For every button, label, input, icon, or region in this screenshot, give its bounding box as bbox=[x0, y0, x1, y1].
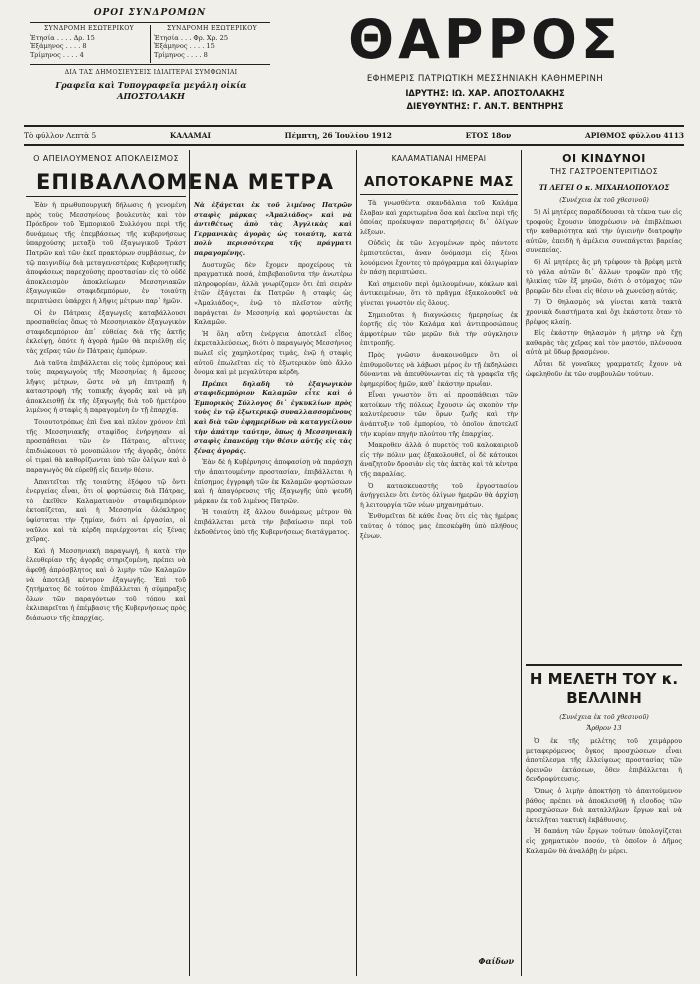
paragraph: Τοιουτοτρόπως ἐπὶ ἕνα καὶ πλέον χρόνον ἐπὶ τῆς Μεσσηνιακῆς σταφίδος ἐνήργησαν αἱ προσπάθειαι τῶν ἐν Πάτραις, αἵτινες ἐπιδιώκουσι τὸ μονοπώλιον τῆς ἀγορᾶς, ὁπότε οἱ τιμαὶ θὰ καθορίζωνται ὑπὸ τῶν ὀλίγων καὶ ὁ παραγωγὸς θὰ εὑρεθῇ εἰς δεινὴν θέσιν. bbox=[26, 418, 186, 475]
paragraph: Ἀπαιτεῖται τῆς τοιαύτης ἐξόφου τῷ ὄντι ἐνεργείας εἶναι, ὅτι οἱ φορτώσεις διὰ Πάτρας, τὸ ἐκεῖθεν Καλαματιανὸν σταφιδεμπόριον ἐκτοπίζεται, καὶ ἡ Μεσσηνία ὁλόκληρος ὑφίσταται τὴν ζημίαν, διότι αἱ ἐργασίαι, οἱ ναῦλοι καὶ τὰ κέρδη περιέρχονται εἰς ξένας χεῖρας. bbox=[26, 477, 186, 544]
column-rule bbox=[356, 150, 357, 976]
newspaper-subtitle: ΕΦΗΜΕΡΙΣ ΠΑΤΡΙΩΤΙΚΗ ΜΕΣΣΗΝΙΑΚΗ ΚΑΘΗΜΕΡΙΝΗ bbox=[366, 74, 604, 84]
column-rule bbox=[189, 150, 190, 976]
divider bbox=[30, 64, 270, 65]
paragraph: Οὐδεὶς ἐκ τῶν λεγομένων πρὸς πάντοτε ἐμπιστεύεται, ἀναν ὀνόμασμι εἰς ξένοι λουόμενοι ἔχοντες τὸ πρόγραμμα καὶ ὀλιγωρίαν ἐν πάσῃ περιπτώσει. bbox=[360, 239, 518, 277]
paragraph: Ἐὰν δὲ ἡ Κυβέρνησις ἀποφασίσῃ νὰ παράσχῃ τὴν ἀπαιτουμένην προστασίαν, ἐπιβάλλεται ἡ ἐπίσημος ἐγγραφὴ τῶν ἐκ Καλαμῶν φορτώσεων καὶ ἡ ἀπαγόρευσις τῆς ἐξαγωγῆς ὑπὸ ψευδῆ μάρκαν ἐκ τοῦ λιμένος Πατρῶν. bbox=[194, 458, 352, 505]
paragraph: Πρέπει δηλαδὴ τὸ ἐξαγωγικὸν σταφιδεμπόριον Καλαμῶν εἶτε καὶ ὁ Ἐμπορικὸς Σύλλογος δι᾽ ἐγκυκλίων πρὸς τοὺς ἐν τῷ ἐξωτερικῷ συναλλασσομένους καὶ διὰ τῶν ἐφημερίδων νὰ καταγγείλουν τὴν ἀπάτην ταύτην, ὅπως ἡ Μεσσηνιακὴ σταφὶς ἐπανεύρῃ τὴν θέσιν αὐτῆς εἰς τὰς ξένας ἀγοράς. bbox=[194, 379, 352, 455]
article-body-3 bbox=[360, 199, 518, 954]
offices-note: Γραφεῖα καὶ Τυπογραφεῖα μεγάλη οἰκία ΑΠΟΣΤΟΛΑΚΗ bbox=[55, 80, 247, 101]
foreign-row: Ἐτησία . . . Φρ. Χρ. 25 bbox=[154, 33, 229, 42]
continued-note: (Συνέχεια ἐκ τοῦ χθεσινοῦ) bbox=[559, 196, 649, 204]
continued-note: (Συνέχεια ἐκ τοῦ χθεσινοῦ) bbox=[559, 713, 649, 721]
foreign-row: Τρίμηνος . . . . 8 bbox=[154, 50, 208, 59]
paragraph: Εἰς ἑκάστην θηλασμὸν ἡ μήτηρ νὰ ἔχῃ καθαρὰς τὰς χεῖρας καὶ τὸν μαστόν, πλένουσα αὐτὰ μὲ ὕδωρ βρασμένον. bbox=[526, 329, 682, 357]
paragraph: Καὶ σημειοῦν περὶ ὁμιλουμένων, κόκλων καὶ ἀντικειμένων, ὅτι τὸ πρᾶγμα ἐξακολουθεῖ νὰ γίνεται γνωστὸν εἰς ὅλους. bbox=[360, 279, 518, 307]
price-label: Τὸ φύλλον Λεπτὰ 5 bbox=[24, 130, 97, 140]
issue-label: ΑΡΙΘΜΟΣ φύλλου 4113 bbox=[585, 130, 684, 140]
paragraph: Τὰ γνωσθέντα σκανδάλαια τοῦ Καλάμα ἔλαβαν καὶ χαριτωμένα ὅσα καὶ ἐκεῖνα περὶ τῆς ὁποίας προέκυψαν παρατηρήσεις δι᾽ ὀλίγων λέξεων. bbox=[360, 199, 518, 236]
paragraph: Ἐνθυμεῖται δὲ κάθε ἕνας ὅτι εἰς τὰς ἡμέρας ταύτας ὁ τόπος μας ἐπεσκέφθη ὑπὸ πλήθους ξένων. bbox=[360, 512, 518, 540]
paragraph: 6) Αἱ μητέρες ἂς μὴ τρέφουν τὰ βρέφη μετὰ τὸ γάλα αὐτῶν δι᾽ ἄλλων τροφῶν πρὸ τῆς ἡλικίας τῶν ἓξ μηνῶν, διότι ὁ στόμαχος τῶν βρεφῶν δὲν εἶναι εἰς θέσιν νὰ χωνεύσῃ αὐτάς. bbox=[526, 257, 682, 295]
lead-paragraph: Νὰ ἐξάγεται ἐκ τοῦ λιμένος Πατρῶν σταφὶς μάρκας «Ἀμαλιάδος» καὶ νὰ ἀντιθέτως ἀπὸ τὰς Ἀγγλικὰς καὶ Γερμανικὰς ἀγορὰς ὡς τοιαύτη, κατὰ πολὺ περισσότερα τῆς πράγματι παραγομένης. bbox=[194, 201, 352, 257]
domestic-title: ΣΥΝΔΡΟΜΗ ΕΣΩΤΕΡΙΚΟΥ bbox=[43, 25, 135, 32]
city-label: ΚΑΛΑΜΑΙ bbox=[169, 130, 211, 140]
article-headline: ΕΠΙΒΑΛΛΟΜΕΝΑ ΜΕΤΡΑ bbox=[36, 170, 334, 194]
paragraph: Οἱ ἐν Πάτραις ἐξαγωγεῖς καταβάλλουσι προσπαθείας ὅπως τὸ Μεσσηνιακὸν ἐξαγωγικὸν σταφιδεμπόριον ἀπ᾽ εὐθείας διὰ τῆς ἀκτῆς ἐκλείψῃ, ὁπότε ἡ ἀγορὰ ἡμῶν θὰ περιέλθῃ εἰς τὰς χεῖρας τῶν ἐν Πάτραις ἐμπόρων. bbox=[26, 308, 186, 355]
date-label: Πέμπτη, 26 Ἰουλίου 1912 bbox=[284, 130, 392, 140]
divider bbox=[360, 194, 518, 195]
article-kicker-2: ΤΗΣ ΓΑΣΤΡΟΕΝΤΕΡΙΤΙΔΟΣ bbox=[549, 167, 659, 176]
foreign-row: Ἑξάμηνος . . . . 15 bbox=[154, 42, 215, 51]
year-label: ΕΤΟΣ 18ον bbox=[465, 130, 512, 140]
paragraph: Εἶναι γνωστὸν ὅτι αἱ προσπάθειαι τῶν κατοίκων τῆς πόλεως ἔχουσιν ὡς σκοπὸν τὴν καλυτέρευσιν τῶν ὅρων ζωῆς καὶ τὴν ἀνάπτυξιν τοῦ ἐμπορίου, τὸ ὁποῖον ἀποτελεῖ τὴν κυρίαν πηγὴν πλούτου τῆς ἐπαρχίας. bbox=[360, 391, 518, 438]
founder-line: ΙΔΡΥΤΗΣ: ΙΩ. ΧΑΡ. ΑΠΟΣΤΟΛΑΚΗΣ bbox=[405, 88, 565, 98]
ads-note: ΔΙΑ ΤΑΣ ΔΗΜΟΣΙΕΥΣΕΙΣ ΙΔΙΑΙΤΕΡΑΙ ΣΥΜΦΩΝΙΑΙ bbox=[64, 69, 238, 76]
article-kicker: ΚΑΛΑΜΑΤΙΑΝΑΙ ΗΜΕΡΑΙ bbox=[391, 154, 487, 163]
paragraph: Ἡ τοιαύτη ἐξ ἄλλου δυνάμεως μέτρον θὰ ἐπιβάλλεται μετὰ τὴν βεβαίωσιν περὶ τοῦ ἐκδοθέντος ὑπὸ τῆς Κυβερνήσεως διατάγματος. bbox=[194, 508, 352, 536]
article-signature: Φαίδων bbox=[478, 956, 514, 966]
paragraph: 5) Αἱ μητέρες παραδίδουσαι τὰ τέκνα των εἰς τροφοὺς ἔχουσιν ὑποχρέωσιν νὰ ἐπιβλέπωσι τὴν καθαριότητα καὶ τὴν ὑγιεινὴν διατροφὴν αὐτῶν, ἐπειδὴ ἡ ἀμέλεια συνεπάγεται βαρείας συνεπείας. bbox=[526, 208, 682, 255]
article-body-2 bbox=[194, 201, 352, 973]
foreign-title: ΣΥΝΔΡΟΜΗ ΕΞΩΤΕΡΙΚΟΥ bbox=[166, 25, 257, 32]
article-number: Ἄρθρον 13 bbox=[586, 724, 622, 732]
divider bbox=[150, 25, 151, 63]
article-body-1 bbox=[26, 201, 186, 973]
article-body-4 bbox=[526, 208, 682, 658]
column-rule bbox=[521, 150, 522, 976]
divider bbox=[26, 196, 186, 197]
newspaper-title: ΘΑΡΡΟΣ bbox=[348, 8, 622, 71]
paragraph: Ὁ κατασκευαστὴς τοῦ ἐργοστασίου ἀνήγγειλεν ὅτι ἐντὸς ὀλίγων ἡμερῶν θὰ ἀρχίσῃ ἡ λειτουργία τῶν νέων μηχανημάτων. bbox=[360, 481, 518, 509]
paragraph: Ἡ δαπάνη τῶν ἔργων τούτων ὑπολογίζεται εἰς χρηματικὸν ποσόν, τὸ ὁποῖον ὁ Δῆμος Καλαμῶν θὰ ἀναλάβῃ ἐν μέρει. bbox=[526, 827, 682, 855]
article-kicker: ΟΙ ΚΙΝΔΥΝΟΙ bbox=[562, 152, 646, 165]
divider bbox=[30, 22, 270, 23]
paragraph: Καὶ ἡ Μεσσηνιακὴ παραγωγή, ἡ κατὰ τὴν ἐλευθερίαν τῆς ἀγορᾶς στηριζομένη, πρέπει νὰ ἀφεθῇ ἀπρόσβλητος καὶ ὁ λιμὴν τῶν Καλαμῶν νὰ ἀποτελῇ κέντρον ἐξαγωγῆς. Ἐπὶ τοῦ ζητήματος δὲ τούτου ἐπιβάλλεται ἡ σύμπραξις ὅλων τῶν παραγόντων τοῦ τόπου καὶ ἐκλιπαρεῖται ἡ ἐπέμβασις τῆς Κυβερνήσεως πρὸς διάσωσιν τῆς ἐπαρχίας. bbox=[26, 546, 186, 622]
paragraph: Αὗται δὲ γυναῖκες γραμματεῖς ἔχουν νὰ ὠφεληθοῦν ἐκ τῶν συμβουλῶν τούτων. bbox=[526, 359, 682, 378]
article-body-5 bbox=[526, 737, 682, 975]
article-headline: Η ΜΕΛΕΤΗ ΤΟΥ κ. ΒΕΛΛΙΝΗ bbox=[529, 670, 679, 707]
divider bbox=[24, 125, 684, 127]
article-kicker: Ο ΑΠΕΙΛΟΥΜΕΝΟΣ ΑΠΟΚΛΕΙΣΜΟΣ bbox=[33, 154, 179, 163]
director-line: ΔΙΕΥΘΥΝΤΗΣ: Γ. ΑΝ.Τ. ΒΕΝΤΗΡΗΣ bbox=[406, 101, 564, 111]
paragraph: 7) Ὁ θηλασμὸς νὰ γίνεται κατὰ τακτὰ χρονικὰ διαστήματα καὶ ὄχι ἑκάστοτε ὅταν τὸ βρέφος κλαίῃ. bbox=[526, 298, 682, 326]
domestic-row: Τρίμηνος . . . . 4 bbox=[30, 50, 84, 59]
divider bbox=[526, 664, 682, 666]
article-headline: ΑΠΟΤΟΚΑΡΝΕ ΜΑΣ bbox=[363, 174, 515, 190]
domestic-subscription bbox=[30, 25, 148, 59]
info-bar bbox=[24, 129, 684, 142]
paragraph: Ἐὰν ἡ πρωθυπουργικὴ δήλωσις ἡ γενομένη πρὸς τοὺς Μεσσηνίους βουλευτὰς καὶ τὸν Πρόεδρον τοῦ Ἐμπορικοῦ Συλλόγου περὶ τῆς δυνάμεως τῆς ἐπεμβάσεως τῆς κυβερνήσεως ὑπαρχούσης μεταξὺ τοῦ ἐξαγωγικοῦ Τράστ Πατρῶν καὶ τῶν ἐκεῖ πρακτόρων συμβάσεως, ἐν τῷ παιγνιδίῳ διὰ μεταγενεστέρας Κυβερνητικῆς ἀποφάσεως παρεχούσης προστασίαν εἰς τὸ οὐδὲ ἀποκλεισμὸν ἀποκλείωμεν Μεσσηνιακῶν ἐξαγωγικῶν σταφιδεμπόρων, ἐν τοιαύτῃ περιπτώσει ὑπάρχει ἡ λῆψις μέτρων παρ᾽ ἡμῶν. bbox=[26, 201, 186, 305]
divider bbox=[24, 144, 684, 146]
paragraph: Σημειοῦται ἡ διαγνώσεις ἡμερησίως ἐκ ἐορτῆς εἰς τὸν Καλάμα καὶ ἀντιπροσώπους ἀμφοτέρων τῶν μερῶν διὰ τὴν σύγκλησιν ἐπιτροπῆς. bbox=[360, 310, 518, 348]
foreign-subscription bbox=[154, 25, 270, 59]
paragraph: Διὰ ταῦτα ἐπιβάλλεται εἰς τοὺς ἐμπόρους καὶ τοὺς παραγωγοὺς τῆς Μεσσηνίας ἡ ἄμεσος λῆψις μέτρων, ὥστε νὰ μὴ ἐπιτραπῇ ἡ καταστροφὴ τῆς τοπικῆς ἀγορᾶς καὶ νὰ μὴ ἀποκλεισθῇ ἐκ τῆς ἐξαγωγῆς διὰ τοῦ ἡμετέρου λιμένος ἡ σταφὶς ἡ παραγομένη ἐν τῇ ἐπαρχίᾳ. bbox=[26, 358, 186, 415]
paragraph: Ὅπως ὁ λιμὴν ἀποκτήσῃ τὸ ἀπαιτούμενον βάθος πρέπει νὰ ἀποκλεισθῇ ἡ εἴσοδος τῶν προσχώσεων διὰ καταλλήλων ἔργων καὶ νὰ ἐκτελῆται τακτικὴ ἐκβάθυνσις. bbox=[526, 786, 682, 824]
article-author: ΤΙ ΛΕΓΕΙ Ο κ. ΜΙΧΑΗΛΟΠΟΥΛΟΣ bbox=[538, 183, 670, 192]
paragraph: Μακροθεν ἀλλὰ ὁ πυρετὸς τοῦ καλοκαιριοῦ εἰς τὴν πόλιν μας ἐξακολουθεῖ, οἱ δὲ κάτοικοι ἀναζητοῦν δροσιὰν εἰς τὰς ἀκτὰς καὶ τὰ κέντρα τῆς παραλίας. bbox=[360, 441, 518, 479]
paragraph: Ἡ ὅλη αὕτη ἐνέργεια ἀποτελεῖ εἶδος ἐκμεταλλεύσεως, διότι ὁ παραγωγὸς Μεσσήνιος πωλεῖ εἰς χαμηλοτέρας τιμάς, ἐνῷ ἡ σταφὶς αὐτοῦ ἐπωλεῖται εἰς τὸ ἐξωτερικὸν ὑπὸ ἄλλο ὄνομα καὶ μὲ μεγαλύτερα κέρδη. bbox=[194, 329, 352, 377]
subscriptions-heading: ΟΡΟΙ ΣΥΝΔΡΟΜΩΝ bbox=[93, 8, 207, 18]
domestic-row: Ἐτησία . . . . Δρ. 15 bbox=[30, 33, 95, 42]
paragraph: Ὁ ἐκ τῆς μελέτης τοῦ χειμάρρου μεταφερόμενος ὄγκος προσχώσεων εἶναι ἀποτέλεσμα τῆς ἐλλείψεως προστασίας τῶν ὀρεινῶν ἐκτάσεων, ὅθεν ἐπιβάλλεται ἡ δενδροφύτευσις. bbox=[526, 737, 682, 784]
paragraph: Πρὸς γνῶσιν ἀνακοινοῦμεν ὅτι οἱ ἐπιθυμοῦντες νὰ λάβωσι μέρος ἐν τῇ ἐκδηλώσει δύνανται νὰ ἀπευθύνωνται εἰς τὰ γραφεῖα τῆς ἐφημερίδος ἡμῶν, καθ᾽ ἑκάστην πρωΐαν. bbox=[360, 350, 518, 388]
domestic-row: Ἑξάμηνος . . . . 8 bbox=[30, 42, 87, 51]
paragraph: Δυστυχῶς δὲν ἔχομεν προχείρους τὰ πραγματικὰ ποσά, ἐπιβεβαιοῦντα τὴν ἀνωτέρω πληροφορίαν, ἀλλὰ γνωρίζομεν ὅτι ἐπὶ σειρὰν ἐτῶν ἐξάγεται ἐκ Πατρῶν ἡ σταφὶς ὡς «Ἀμαλιάδος», ἐνῷ τὸ πλεῖστον αὐτῆς παράγεται ἐν Μεσσηνίᾳ καὶ φορτώνεται ἐκ Καλαμῶν. bbox=[194, 260, 352, 327]
